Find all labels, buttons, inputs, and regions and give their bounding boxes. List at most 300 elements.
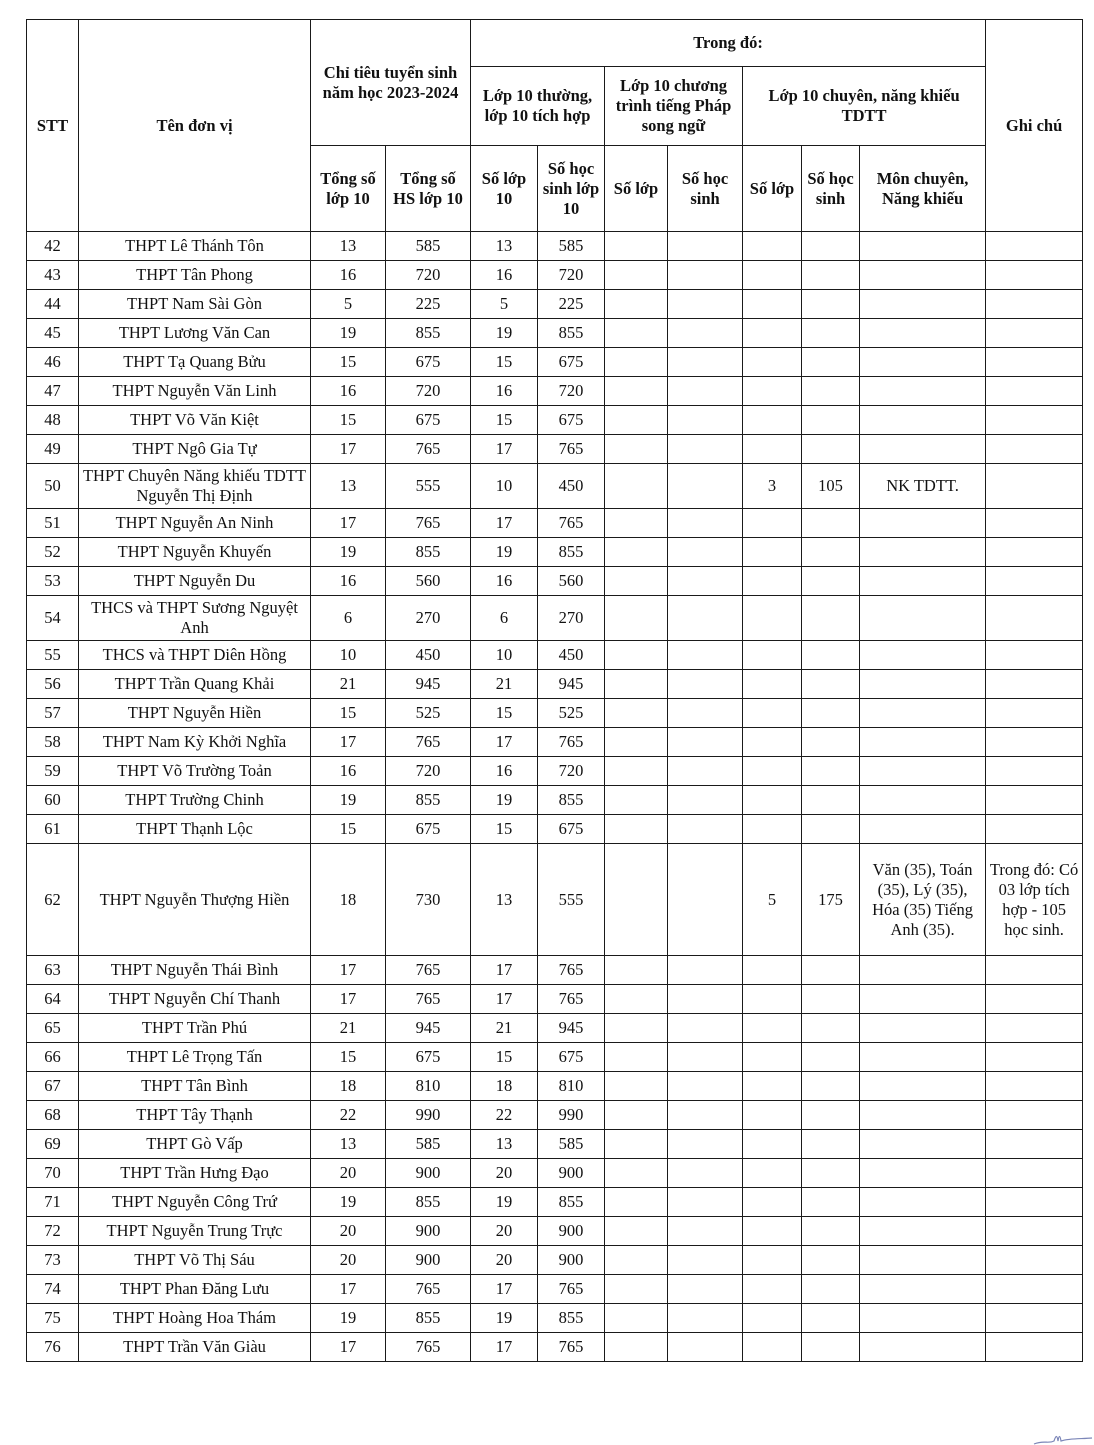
cell-so-hs-lop-10: 765: [538, 435, 605, 464]
cell-name: THPT Nam Sài Gòn: [79, 290, 311, 319]
cell-so-lop-10: 10: [471, 641, 538, 670]
cell-so-lop-10: 13: [471, 844, 538, 956]
table-row: [27, 699, 1083, 728]
cell-phap-so-lop: [605, 1130, 668, 1159]
cell-name: THPT Nguyễn Chí Thanh: [79, 985, 311, 1014]
cell-mon-chuyen: [860, 567, 986, 596]
cell-chuyen-so-hs: [802, 1275, 860, 1304]
cell-tong-so-lop: 5: [311, 290, 386, 319]
cell-mon-chuyen: [860, 1130, 986, 1159]
cell-name: THPT Gò Vấp: [79, 1130, 311, 1159]
cell-so-hs-lop-10: 765: [538, 1275, 605, 1304]
table-row: [27, 956, 1083, 985]
table-header: [27, 20, 1083, 232]
cell-so-hs-lop-10: 990: [538, 1101, 605, 1130]
cell-stt: 65: [27, 1014, 79, 1043]
cell-ghi-chu: [986, 670, 1083, 699]
cell-tong-so-lop: 21: [311, 670, 386, 699]
cell-tong-so-hs: 900: [386, 1217, 471, 1246]
cell-chuyen-so-lop: [743, 348, 802, 377]
cell-ghi-chu: [986, 1333, 1083, 1362]
cell-tong-so-hs: 855: [386, 319, 471, 348]
cell-tong-so-lop: 18: [311, 844, 386, 956]
cell-chuyen-so-hs: [802, 348, 860, 377]
cell-so-lop-10: 17: [471, 509, 538, 538]
cell-mon-chuyen: [860, 1275, 986, 1304]
cell-chuyen-so-hs: [802, 596, 860, 641]
header-tong-so-hs: Tổng số HS lớp 10: [386, 146, 471, 232]
cell-stt: 53: [27, 567, 79, 596]
cell-tong-so-lop: 17: [311, 985, 386, 1014]
cell-chuyen-so-lop: [743, 1043, 802, 1072]
cell-phap-so-hs: [668, 670, 743, 699]
header-chuyen-so-lop: Số lớp: [743, 146, 802, 232]
cell-so-lop-10: 16: [471, 377, 538, 406]
cell-ghi-chu: [986, 786, 1083, 815]
cell-chuyen-so-hs: [802, 1304, 860, 1333]
cell-stt: 66: [27, 1043, 79, 1072]
table-row: [27, 728, 1083, 757]
cell-chuyen-so-lop: 5: [743, 844, 802, 956]
cell-chuyen-so-lop: [743, 509, 802, 538]
cell-phap-so-hs: [668, 757, 743, 786]
cell-chuyen-so-lop: [743, 1246, 802, 1275]
cell-name: THPT Nguyễn Thượng Hiền: [79, 844, 311, 956]
table-row: [27, 641, 1083, 670]
cell-name: THPT Trần Phú: [79, 1014, 311, 1043]
cell-phap-so-lop: [605, 1333, 668, 1362]
cell-tong-so-hs: 585: [386, 232, 471, 261]
cell-so-lop-10: 13: [471, 232, 538, 261]
cell-tong-so-lop: 16: [311, 567, 386, 596]
cell-mon-chuyen: [860, 641, 986, 670]
header-so-hs-lop-10: Số học sinh lớp 10: [538, 146, 605, 232]
cell-so-hs-lop-10: 855: [538, 319, 605, 348]
cell-so-lop-10: 17: [471, 985, 538, 1014]
cell-stt: 58: [27, 728, 79, 757]
cell-phap-so-lop: [605, 786, 668, 815]
cell-so-hs-lop-10: 720: [538, 261, 605, 290]
cell-chuyen-so-lop: [743, 757, 802, 786]
cell-chuyen-so-lop: [743, 985, 802, 1014]
cell-stt: 60: [27, 786, 79, 815]
cell-ghi-chu: [986, 538, 1083, 567]
cell-chuyen-so-hs: [802, 815, 860, 844]
table-row: [27, 1043, 1083, 1072]
cell-mon-chuyen: [860, 757, 986, 786]
cell-stt: 48: [27, 406, 79, 435]
table-row: [27, 1333, 1083, 1362]
cell-chuyen-so-lop: [743, 319, 802, 348]
cell-so-lop-10: 20: [471, 1217, 538, 1246]
cell-chuyen-so-hs: [802, 435, 860, 464]
cell-phap-so-hs: [668, 1217, 743, 1246]
cell-so-hs-lop-10: 450: [538, 464, 605, 509]
cell-tong-so-lop: 15: [311, 348, 386, 377]
header-lop10-chuyen: Lớp 10 chuyên, năng khiếu TDTT: [743, 67, 986, 146]
cell-tong-so-lop: 17: [311, 728, 386, 757]
cell-so-hs-lop-10: 675: [538, 1043, 605, 1072]
cell-chuyen-so-hs: [802, 319, 860, 348]
cell-phap-so-hs: [668, 1101, 743, 1130]
cell-stt: 45: [27, 319, 79, 348]
cell-name: THPT Nguyễn Khuyến: [79, 538, 311, 567]
cell-tong-so-hs: 900: [386, 1159, 471, 1188]
cell-tong-so-hs: 730: [386, 844, 471, 956]
cell-chuyen-so-hs: [802, 567, 860, 596]
cell-mon-chuyen: [860, 1159, 986, 1188]
table-row: [27, 844, 1083, 956]
cell-ghi-chu: [986, 757, 1083, 786]
table-row: [27, 786, 1083, 815]
cell-name: THPT Lê Trọng Tấn: [79, 1043, 311, 1072]
cell-phap-so-lop: [605, 232, 668, 261]
cell-name: THPT Hoàng Hoa Thám: [79, 1304, 311, 1333]
cell-tong-so-hs: 675: [386, 815, 471, 844]
header-chi-tieu: Chỉ tiêu tuyển sinh năm học 2023-2024: [311, 20, 471, 146]
cell-name: THPT Tân Phong: [79, 261, 311, 290]
cell-phap-so-lop: [605, 261, 668, 290]
cell-so-lop-10: 19: [471, 786, 538, 815]
cell-chuyen-so-lop: [743, 406, 802, 435]
cell-ghi-chu: [986, 1072, 1083, 1101]
enrollment-quota-table: [26, 19, 1083, 1362]
cell-tong-so-hs: 810: [386, 1072, 471, 1101]
cell-phap-so-lop: [605, 728, 668, 757]
cell-so-hs-lop-10: 525: [538, 699, 605, 728]
cell-stt: 61: [27, 815, 79, 844]
cell-so-hs-lop-10: 225: [538, 290, 605, 319]
cell-tong-so-lop: 17: [311, 435, 386, 464]
cell-so-hs-lop-10: 810: [538, 1072, 605, 1101]
cell-tong-so-hs: 855: [386, 786, 471, 815]
cell-name: THPT Võ Trường Toản: [79, 757, 311, 786]
cell-name: THPT Nguyễn An Ninh: [79, 509, 311, 538]
table-row: [27, 1130, 1083, 1159]
cell-mon-chuyen: [860, 319, 986, 348]
cell-mon-chuyen: [860, 1246, 986, 1275]
cell-tong-so-lop: 19: [311, 538, 386, 567]
cell-tong-so-lop: 19: [311, 1188, 386, 1217]
cell-so-lop-10: 5: [471, 290, 538, 319]
cell-chuyen-so-hs: [802, 699, 860, 728]
header-phap-so-lop: Số lớp: [605, 146, 668, 232]
cell-tong-so-hs: 765: [386, 985, 471, 1014]
cell-name: THPT Ngô Gia Tự: [79, 435, 311, 464]
table-row: [27, 1188, 1083, 1217]
cell-so-lop-10: 18: [471, 1072, 538, 1101]
cell-chuyen-so-lop: [743, 786, 802, 815]
cell-phap-so-hs: [668, 377, 743, 406]
cell-so-hs-lop-10: 945: [538, 1014, 605, 1043]
cell-phap-so-hs: [668, 1188, 743, 1217]
cell-phap-so-hs: [668, 435, 743, 464]
cell-tong-so-lop: 6: [311, 596, 386, 641]
cell-phap-so-lop: [605, 757, 668, 786]
cell-chuyen-so-hs: [802, 757, 860, 786]
cell-name: THPT Võ Văn Kiệt: [79, 406, 311, 435]
cell-name: THPT Tạ Quang Bửu: [79, 348, 311, 377]
cell-ghi-chu: [986, 1101, 1083, 1130]
cell-chuyen-so-hs: [802, 1246, 860, 1275]
cell-ghi-chu: [986, 290, 1083, 319]
cell-so-lop-10: 15: [471, 815, 538, 844]
cell-mon-chuyen: [860, 1072, 986, 1101]
cell-tong-so-lop: 17: [311, 509, 386, 538]
cell-stt: 49: [27, 435, 79, 464]
cell-name: THPT Nguyễn Văn Linh: [79, 377, 311, 406]
cell-name: THPT Trần Văn Giàu: [79, 1333, 311, 1362]
cell-mon-chuyen: [860, 1217, 986, 1246]
cell-phap-so-lop: [605, 1304, 668, 1333]
cell-so-lop-10: 22: [471, 1101, 538, 1130]
cell-so-lop-10: 20: [471, 1246, 538, 1275]
cell-name: THPT Tây Thạnh: [79, 1101, 311, 1130]
cell-so-lop-10: 19: [471, 319, 538, 348]
cell-name: THPT Võ Thị Sáu: [79, 1246, 311, 1275]
cell-phap-so-lop: [605, 538, 668, 567]
cell-phap-so-hs: [668, 538, 743, 567]
cell-chuyen-so-lop: [743, 815, 802, 844]
cell-phap-so-lop: [605, 641, 668, 670]
cell-phap-so-hs: [668, 956, 743, 985]
table-row: [27, 596, 1083, 641]
cell-ghi-chu: [986, 377, 1083, 406]
cell-so-lop-10: 19: [471, 1304, 538, 1333]
cell-so-hs-lop-10: 900: [538, 1217, 605, 1246]
cell-mon-chuyen: [860, 1304, 986, 1333]
cell-phap-so-lop: [605, 377, 668, 406]
cell-chuyen-so-lop: [743, 435, 802, 464]
cell-phap-so-hs: [668, 1275, 743, 1304]
cell-phap-so-lop: [605, 348, 668, 377]
cell-phap-so-lop: [605, 1188, 668, 1217]
cell-name: THPT Lê Thánh Tôn: [79, 232, 311, 261]
cell-so-lop-10: 17: [471, 435, 538, 464]
cell-mon-chuyen: [860, 670, 986, 699]
cell-mon-chuyen: [860, 290, 986, 319]
cell-phap-so-lop: [605, 509, 668, 538]
cell-ghi-chu: [986, 1130, 1083, 1159]
cell-so-lop-10: 21: [471, 1014, 538, 1043]
cell-tong-so-hs: 765: [386, 1333, 471, 1362]
cell-mon-chuyen: [860, 538, 986, 567]
cell-phap-so-hs: [668, 1246, 743, 1275]
cell-stt: 76: [27, 1333, 79, 1362]
cell-mon-chuyen: [860, 435, 986, 464]
cell-tong-so-hs: 225: [386, 290, 471, 319]
cell-tong-so-lop: 13: [311, 1130, 386, 1159]
cell-phap-so-lop: [605, 956, 668, 985]
table-row: [27, 377, 1083, 406]
cell-chuyen-so-hs: [802, 786, 860, 815]
header-ghi-chu: Ghi chú: [986, 20, 1083, 232]
cell-ghi-chu: [986, 406, 1083, 435]
table-row: [27, 538, 1083, 567]
cell-so-hs-lop-10: 900: [538, 1159, 605, 1188]
cell-so-hs-lop-10: 765: [538, 1333, 605, 1362]
cell-name: THCS và THPT Sương Nguyệt Anh: [79, 596, 311, 641]
cell-ghi-chu: [986, 699, 1083, 728]
cell-tong-so-hs: 945: [386, 1014, 471, 1043]
cell-mon-chuyen: [860, 406, 986, 435]
cell-tong-so-hs: 555: [386, 464, 471, 509]
cell-ghi-chu: [986, 509, 1083, 538]
cell-chuyen-so-lop: [743, 1014, 802, 1043]
cell-ghi-chu: [986, 1043, 1083, 1072]
cell-chuyen-so-hs: [802, 509, 860, 538]
cell-ghi-chu: [986, 1188, 1083, 1217]
cell-ghi-chu: [986, 1217, 1083, 1246]
cell-tong-so-hs: 765: [386, 509, 471, 538]
cell-tong-so-lop: 16: [311, 757, 386, 786]
cell-so-lop-10: 16: [471, 757, 538, 786]
cell-tong-so-lop: 19: [311, 1304, 386, 1333]
cell-mon-chuyen: [860, 1101, 986, 1130]
cell-so-hs-lop-10: 450: [538, 641, 605, 670]
cell-chuyen-so-hs: [802, 985, 860, 1014]
table-row: [27, 670, 1083, 699]
cell-tong-so-lop: 13: [311, 464, 386, 509]
table-body: [27, 232, 1083, 1362]
cell-ghi-chu: [986, 1014, 1083, 1043]
table-row: [27, 1159, 1083, 1188]
cell-chuyen-so-hs: [802, 1217, 860, 1246]
cell-tong-so-hs: 765: [386, 956, 471, 985]
cell-phap-so-hs: [668, 348, 743, 377]
cell-so-hs-lop-10: 560: [538, 567, 605, 596]
cell-ghi-chu: [986, 567, 1083, 596]
cell-ghi-chu: [986, 464, 1083, 509]
cell-so-lop-10: 6: [471, 596, 538, 641]
cell-phap-so-hs: [668, 509, 743, 538]
cell-name: THPT Lương Văn Can: [79, 319, 311, 348]
cell-tong-so-hs: 560: [386, 567, 471, 596]
cell-phap-so-hs: [668, 464, 743, 509]
cell-tong-so-lop: 15: [311, 815, 386, 844]
cell-tong-so-hs: 765: [386, 1275, 471, 1304]
cell-chuyen-so-lop: [743, 1275, 802, 1304]
cell-phap-so-hs: [668, 261, 743, 290]
table-row: [27, 1304, 1083, 1333]
cell-chuyen-so-lop: [743, 1188, 802, 1217]
cell-stt: 50: [27, 464, 79, 509]
cell-so-hs-lop-10: 585: [538, 232, 605, 261]
cell-chuyen-so-lop: [743, 290, 802, 319]
cell-tong-so-hs: 525: [386, 699, 471, 728]
cell-phap-so-lop: [605, 670, 668, 699]
cell-chuyen-so-lop: 3: [743, 464, 802, 509]
cell-so-hs-lop-10: 270: [538, 596, 605, 641]
cell-chuyen-so-lop: [743, 596, 802, 641]
cell-mon-chuyen: [860, 261, 986, 290]
cell-so-hs-lop-10: 855: [538, 1188, 605, 1217]
cell-so-hs-lop-10: 675: [538, 406, 605, 435]
cell-tong-so-lop: 19: [311, 319, 386, 348]
cell-phap-so-lop: [605, 596, 668, 641]
cell-chuyen-so-hs: [802, 728, 860, 757]
cell-stt: 71: [27, 1188, 79, 1217]
cell-phap-so-hs: [668, 1130, 743, 1159]
cell-so-lop-10: 17: [471, 1333, 538, 1362]
cell-phap-so-hs: [668, 699, 743, 728]
cell-phap-so-lop: [605, 1275, 668, 1304]
cell-chuyen-so-hs: [802, 261, 860, 290]
cell-stt: 72: [27, 1217, 79, 1246]
cell-so-lop-10: 17: [471, 1275, 538, 1304]
cell-tong-so-lop: 15: [311, 406, 386, 435]
cell-chuyen-so-hs: [802, 232, 860, 261]
cell-so-lop-10: 20: [471, 1159, 538, 1188]
cell-ghi-chu: [986, 435, 1083, 464]
cell-tong-so-hs: 945: [386, 670, 471, 699]
cell-mon-chuyen: [860, 348, 986, 377]
cell-tong-so-lop: 17: [311, 1333, 386, 1362]
cell-ghi-chu: [986, 596, 1083, 641]
cell-phap-so-lop: [605, 985, 668, 1014]
cell-ghi-chu: [986, 1246, 1083, 1275]
table-row: [27, 348, 1083, 377]
cell-so-lop-10: 19: [471, 1188, 538, 1217]
cell-name: THPT Trần Quang Khải: [79, 670, 311, 699]
table-row: [27, 435, 1083, 464]
cell-ghi-chu: [986, 728, 1083, 757]
cell-so-lop-10: 10: [471, 464, 538, 509]
cell-so-lop-10: 15: [471, 406, 538, 435]
cell-tong-so-hs: 900: [386, 1246, 471, 1275]
cell-mon-chuyen: [860, 596, 986, 641]
cell-name: THPT Chuyên Năng khiếu TDTT Nguyễn Thị Định: [79, 464, 311, 509]
header-ten-don-vi: Tên đơn vị: [79, 20, 311, 232]
cell-mon-chuyen: [860, 1014, 986, 1043]
cell-so-hs-lop-10: 720: [538, 757, 605, 786]
cell-phap-so-hs: [668, 1043, 743, 1072]
cell-mon-chuyen: [860, 1043, 986, 1072]
table-row: [27, 464, 1083, 509]
cell-stt: 67: [27, 1072, 79, 1101]
cell-stt: 51: [27, 509, 79, 538]
cell-stt: 57: [27, 699, 79, 728]
cell-ghi-chu: [986, 1275, 1083, 1304]
cell-chuyen-so-hs: [802, 1101, 860, 1130]
cell-mon-chuyen: [860, 815, 986, 844]
cell-name: THPT Nguyễn Du: [79, 567, 311, 596]
table-row: [27, 815, 1083, 844]
cell-tong-so-hs: 450: [386, 641, 471, 670]
table-row: [27, 1072, 1083, 1101]
cell-ghi-chu: [986, 261, 1083, 290]
cell-so-hs-lop-10: 720: [538, 377, 605, 406]
header-so-lop-10: Số lớp 10: [471, 146, 538, 232]
cell-tong-so-hs: 675: [386, 348, 471, 377]
cell-tong-so-hs: 675: [386, 406, 471, 435]
cell-name: THPT Nguyễn Công Trứ: [79, 1188, 311, 1217]
cell-phap-so-hs: [668, 1159, 743, 1188]
cell-phap-so-lop: [605, 844, 668, 956]
cell-phap-so-hs: [668, 1333, 743, 1362]
cell-phap-so-hs: [668, 1072, 743, 1101]
cell-so-hs-lop-10: 555: [538, 844, 605, 956]
cell-chuyen-so-hs: [802, 1159, 860, 1188]
header-lop10-phap: Lớp 10 chương trình tiếng Pháp song ngữ: [605, 67, 743, 146]
cell-tong-so-lop: 15: [311, 1043, 386, 1072]
cell-tong-so-lop: 16: [311, 261, 386, 290]
table-row: [27, 232, 1083, 261]
cell-chuyen-so-lop: [743, 956, 802, 985]
cell-stt: 70: [27, 1159, 79, 1188]
cell-tong-so-hs: 720: [386, 377, 471, 406]
cell-name: THPT Tân Bình: [79, 1072, 311, 1101]
